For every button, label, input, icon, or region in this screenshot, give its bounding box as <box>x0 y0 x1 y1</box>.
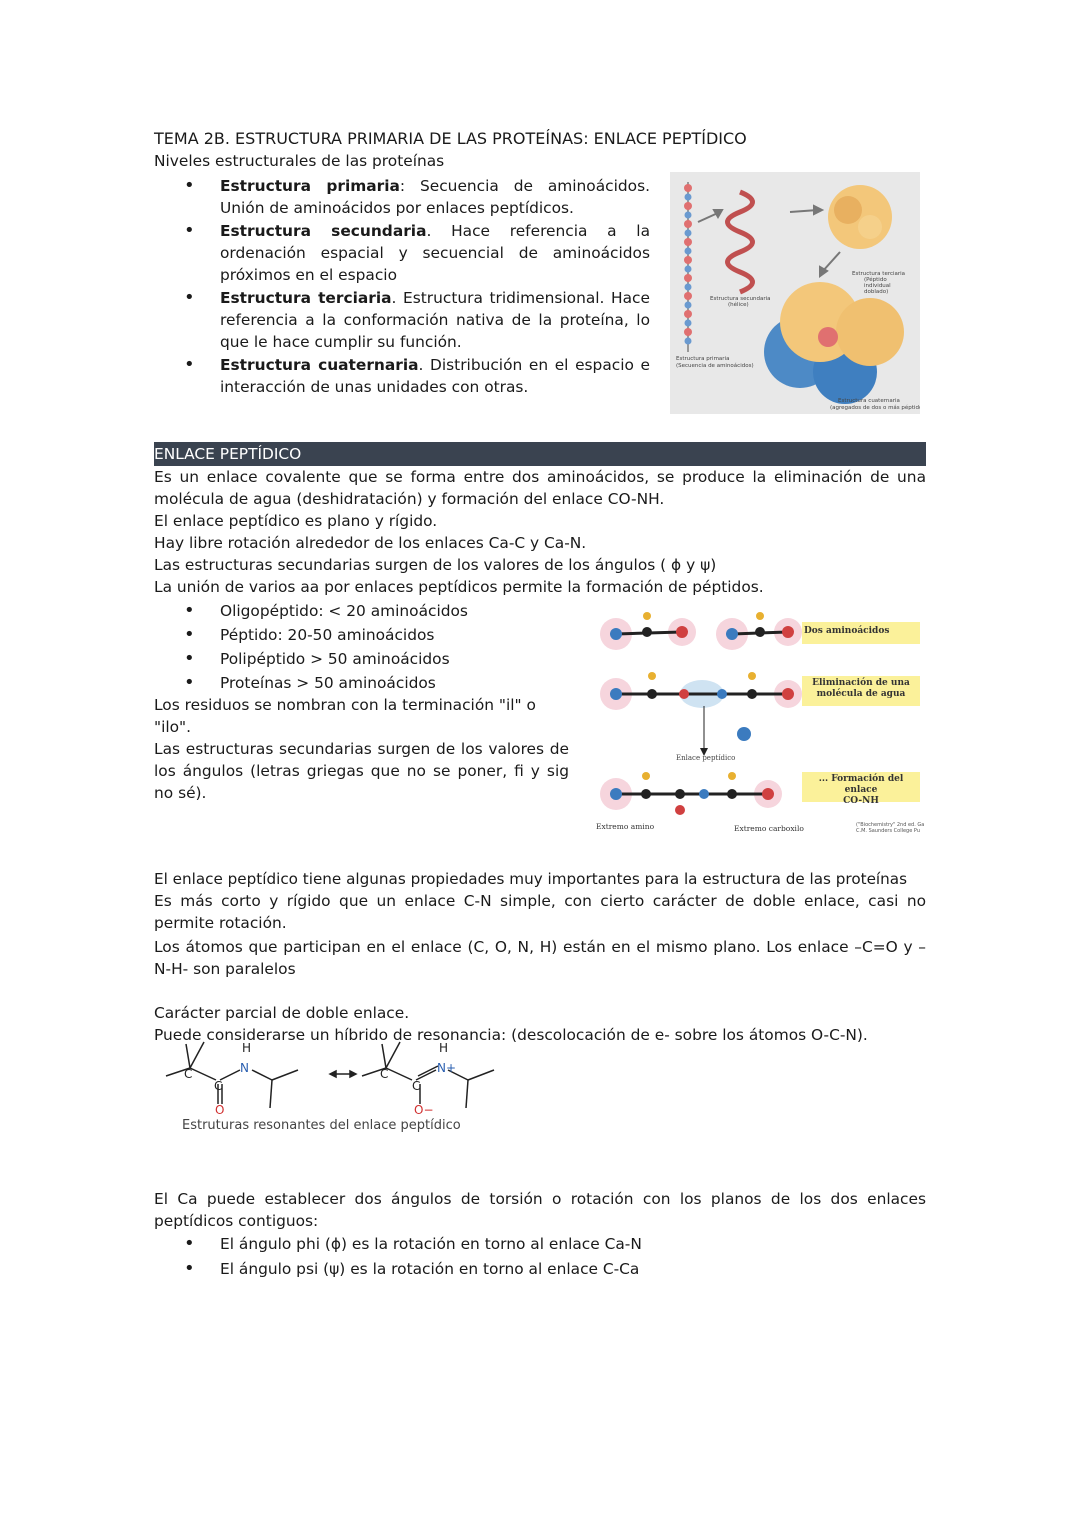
amino-acid-row-2 <box>600 672 802 756</box>
svg-text:Estructura secundaria(hélice): Estructura secundaria (hélice) <box>710 296 771 308</box>
svg-text:O: O <box>215 1103 225 1116</box>
list-item: • Estructura secundaria. Hace referencia a la ordenación espacial y secuencial de aminoácidos próximos en el espacio <box>154 220 650 286</box>
label-formacion: ... Formación del enlace CO-NH <box>818 774 904 806</box>
paragraph: El enlace peptídico tiene algunas propiedades muy importantes para la estructura de las proteínas <box>154 870 907 888</box>
list-item: • Péptido: 20-50 aminoácidos <box>154 624 574 646</box>
svg-text:N: N <box>240 1061 249 1075</box>
label-credit: ("Biochemistry" 2nd ed. Ga C.M. Saunders College Pu <box>856 822 925 834</box>
svg-text:H: H <box>242 1041 252 1055</box>
paragraph: Las estructuras secundarias surgen de los valores de los ángulos ( ϕ y ψ) <box>154 556 717 574</box>
svg-text:Estructura primaria(Secuencia: Estructura primaria (Secuencia de aminoácidos) <box>676 356 754 369</box>
label-enlace-peptidico: Enlace peptídico <box>676 754 736 762</box>
paragraph: El Ca puede establecer dos ángulos de torsión o rotación con los planos de los dos enlaces peptídicos contiguos: <box>154 1190 926 1230</box>
svg-text:N+: N+ <box>437 1061 457 1075</box>
protein-structure-figure <box>670 172 920 414</box>
resonance-structures-figure <box>162 1036 502 1138</box>
svg-text:H: H <box>439 1041 449 1055</box>
list-item: • Polipéptido > 50 aminoácidos <box>154 648 574 670</box>
svg-text:Estructura cuaternaria(agregad: Estructura cuaternaria (agregados de dos o más péptidos) <box>830 398 920 411</box>
svg-text:C: C <box>380 1067 389 1081</box>
list-item: • Estructura cuaternaria. Distribución en el espacio e interacción de unas unidades con otras. <box>154 354 650 398</box>
paragraph: Carácter parcial de doble enlace. <box>154 1004 410 1022</box>
paragraph: Hay libre rotación alrededor de los enlaces Ca-C y Ca-N. <box>154 534 587 552</box>
label-eliminacion: Eliminación de una molécula de agua <box>812 678 910 699</box>
list-item: • Oligopéptido: < 20 aminoácidos <box>154 600 574 622</box>
list-item: • El ángulo psi (ψ) es la rotación en torno al enlace C-Ca <box>154 1258 926 1280</box>
paragraph: La unión de varios aa por enlaces peptídicos permite la formación de péptidos. <box>154 578 764 596</box>
peptide-bond-formation-figure <box>592 602 928 840</box>
list-item: • El ángulo phi (ϕ) es la rotación en torno al enlace Ca-N <box>154 1233 926 1255</box>
svg-text:C: C <box>214 1079 223 1093</box>
section-header: ENLACE PEPTÍDICO <box>154 442 926 466</box>
paragraph: Los átomos que participan en el enlace (C, O, N, H) están en el mismo plano. Los enlace –C=O y –N-H- son paralelos <box>154 938 926 978</box>
svg-text:C: C <box>184 1067 193 1081</box>
svg-text:O−: O− <box>414 1103 434 1116</box>
torsion-list <box>154 1233 926 1280</box>
subtitle: Niveles estructurales de las proteínas <box>154 152 445 170</box>
svg-text:Estructura terciaria(Péptidoin: Estructura terciaria (Péptido individual doblado) <box>852 271 906 295</box>
paragraph: El enlace peptídico es plano y rígido. <box>154 512 438 530</box>
svg-text:C: C <box>412 1079 421 1093</box>
paragraph: Es más corto y rígido que un enlace C-N simple, con cierto carácter de doble enlace, casi no permite rotación. <box>154 892 926 932</box>
tertiary-illustration <box>828 185 892 249</box>
list-item: • Estructura terciaria. Estructura tridimensional. Hace referencia a la conformación nativa de la proteína, lo que le hace cumplir su función. <box>154 287 650 353</box>
page-title: TEMA 2B. ESTRUCTURA PRIMARIA DE LAS PROTEÍNAS: ENLACE PEPTÍDICO <box>154 129 747 148</box>
paragraph: Es un enlace covalente que se forma entre dos aminoácidos, se produce la eliminación de una molécula de agua (deshidratación) y formación del enlace CO-NH. <box>154 468 926 508</box>
peptide-types-list <box>154 600 574 694</box>
paragraph: Los residuos se nombran con la terminación "il" o "ilo". <box>154 696 536 736</box>
label-dos-aminoacidos: Dos aminoácidos <box>804 626 890 636</box>
resonance-caption: Estruturas resonantes del enlace peptídico <box>182 1118 461 1133</box>
paragraph: Puede considerarse un híbrido de resonancia: (descolocación de e- sobre los átomos O-C-N). <box>154 1026 868 1044</box>
label-extremo-carboxilo: Extremo carboxilo <box>734 824 804 833</box>
label-extremo-amino: Extremo amino <box>596 822 655 831</box>
amino-acid-row-1 <box>600 612 802 650</box>
list-item: • Proteínas > 50 aminoácidos <box>154 672 574 694</box>
paragraph: Las estructuras secundarias surgen de los valores de los ángulos (letras griegas que no se poner, fi y sig no sé). <box>154 740 569 802</box>
list-item: • Estructura primaria: Secuencia de aminoácidos. Unión de aminoácidos por enlaces peptídicos. <box>154 175 650 219</box>
structure-levels-list <box>154 175 650 398</box>
amino-acid-row-3 <box>600 772 782 815</box>
